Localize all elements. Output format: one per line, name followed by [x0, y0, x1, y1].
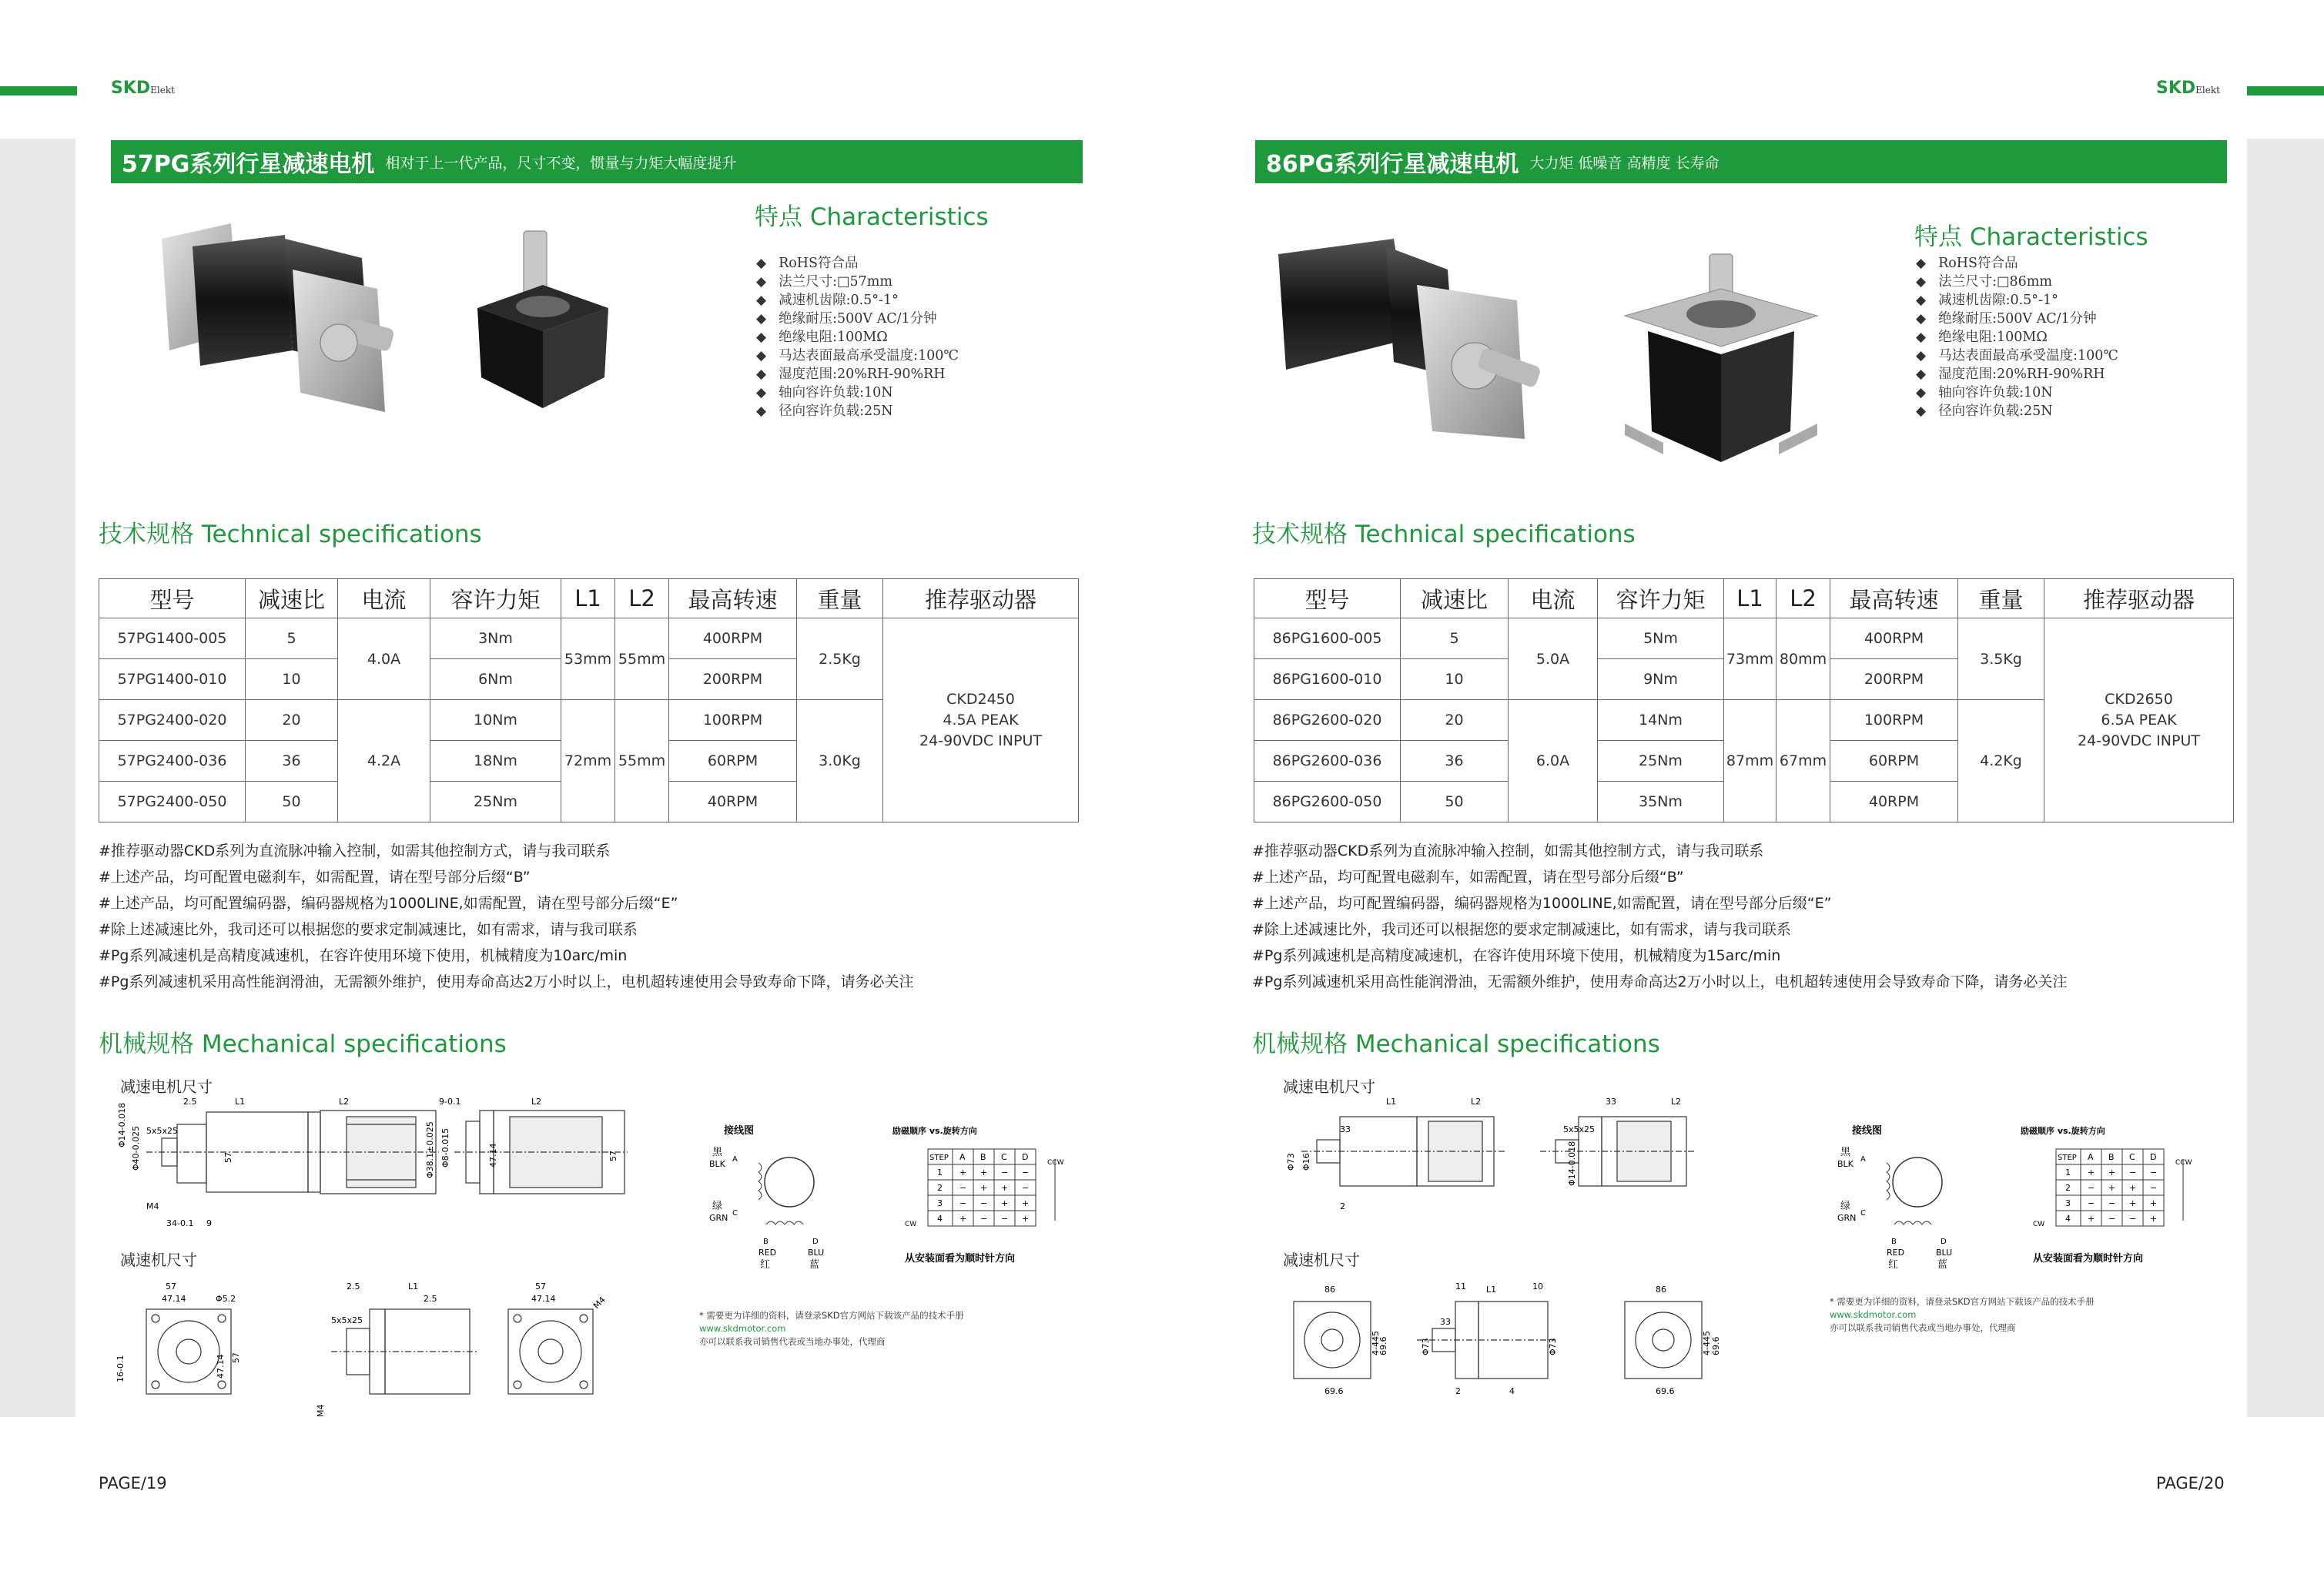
col-header: 容许力矩	[430, 579, 561, 618]
svg-text:+: +	[980, 1168, 988, 1178]
dim-label: M4	[146, 1201, 159, 1211]
svg-text:L1: L1	[1386, 1097, 1397, 1107]
col-header: L1	[1724, 579, 1776, 618]
svg-text:−: −	[2088, 1183, 2095, 1193]
svg-text:Φ73: Φ73	[1548, 1338, 1558, 1355]
characteristic-item: ◆ 减速机齿隙:0.5°-1°	[756, 291, 959, 310]
product-photo-86pg-reducer	[1617, 246, 1825, 470]
note-line: #Pg系列减速机是高精度减速机，在容许使用环境下使用，机械精度为10arc/min	[99, 947, 628, 964]
svg-text:L2: L2	[1471, 1097, 1482, 1107]
svg-text:蓝: 蓝	[809, 1259, 820, 1271]
dim-label: 47.14	[162, 1294, 186, 1304]
step-sequence-left	[889, 1117, 1067, 1271]
wiring-diagram-right	[1833, 1117, 2018, 1294]
svg-text:STEP: STEP	[2058, 1154, 2077, 1162]
dim-label: 9	[206, 1218, 212, 1228]
svg-text:−: −	[1022, 1183, 1030, 1193]
svg-text:4: 4	[1509, 1386, 1515, 1396]
svg-text:励磁顺序 vs.旋转方向: 励磁顺序 vs.旋转方向	[892, 1126, 977, 1136]
svg-text:GRN: GRN	[1837, 1213, 1857, 1223]
svg-text:A: A	[959, 1152, 966, 1162]
svg-text:D: D	[1941, 1238, 1947, 1246]
col-header: 型号	[99, 579, 246, 618]
dim-label: 57	[166, 1281, 176, 1292]
svg-text:CW: CW	[2033, 1221, 2045, 1228]
dim-label: 57	[231, 1352, 241, 1363]
svg-text:4-445: 4-445	[1371, 1331, 1381, 1355]
svg-text:86: 86	[1324, 1285, 1335, 1295]
dim-label: 47.14	[488, 1143, 498, 1168]
svg-text:86: 86	[1656, 1285, 1666, 1295]
right-series-banner	[1255, 140, 2227, 183]
dim-label: Φ5.2	[216, 1294, 236, 1304]
col-header: 推荐驱动器	[2044, 579, 2234, 618]
dim-label: 16-0.1	[116, 1355, 126, 1382]
dim-label: Φ40-0.025	[131, 1125, 141, 1171]
svg-text:C: C	[1860, 1209, 1866, 1218]
svg-text:C: C	[732, 1209, 738, 1218]
svg-text:红: 红	[760, 1259, 771, 1271]
spec-notes	[99, 838, 914, 995]
table-row: 86PG1600-010 10 9Nm 200RPM	[1254, 659, 2234, 700]
svg-text:A: A	[732, 1155, 738, 1164]
svg-text:2: 2	[1340, 1201, 1345, 1211]
svg-text:−: −	[2108, 1214, 2116, 1224]
svg-text:3: 3	[937, 1198, 943, 1208]
tech-spec-heading: 技术规格 Technical specifications	[99, 521, 482, 548]
svg-text:+: +	[2150, 1214, 2158, 1224]
note-line: #Pg系列减速机采用高性能润滑油，无需额外维护，使用寿命高达2万小时以上，电机超转速使用会导致寿命下降，请务必关注	[99, 973, 914, 990]
dim-label: M4	[316, 1404, 326, 1417]
col-header: 最高转速	[1830, 579, 1958, 618]
svg-text:Φ16: Φ16	[1301, 1153, 1311, 1171]
svg-text:+: +	[2129, 1198, 2137, 1208]
svg-text:BLU: BLU	[1936, 1248, 1953, 1258]
brand-logo-left: SKDElekt	[111, 79, 175, 98]
svg-text:−: −	[2150, 1168, 2158, 1178]
dim-label: 34-0.1	[166, 1218, 194, 1228]
svg-text:Φ73: Φ73	[1421, 1338, 1431, 1355]
dim-label: 57	[535, 1281, 546, 1292]
website-link[interactable]: www.skdmotor.com	[699, 1323, 786, 1334]
table-row: 86PG2600-020 20 6.0A 14Nm 87mm 67mm 100RPM 4.2Kg	[1254, 700, 2234, 741]
mech-spec-heading: 机械规格 Mechanical specifications	[1252, 1030, 1660, 1058]
characteristics-heading: 特点 Characteristics	[755, 203, 989, 231]
svg-text:+: +	[2150, 1198, 2158, 1208]
dim-label: 57	[223, 1152, 233, 1163]
svg-text:RED: RED	[1887, 1248, 1905, 1258]
col-header: 电流	[338, 579, 430, 618]
svg-text:C: C	[2129, 1152, 2135, 1162]
svg-text:2: 2	[1455, 1386, 1461, 1396]
svg-text:+: +	[2108, 1183, 2116, 1193]
svg-text:接线图: 接线图	[1852, 1125, 1883, 1137]
svg-text:Φ14-0.018: Φ14-0.018	[1567, 1141, 1577, 1186]
dim-label: Φ8-0.015	[440, 1127, 450, 1168]
characteristics-list	[1916, 254, 2118, 420]
product-photo-86pg-motor	[1271, 223, 1548, 454]
note-line: #上述产品，均可配置编码器，编码器规格为1000LINE,如需配置，请在型号部分后缀“E”	[1252, 895, 1832, 912]
svg-text:Φ73: Φ73	[1286, 1153, 1296, 1171]
dim-label: 5x5x25	[146, 1126, 179, 1136]
col-header: 型号	[1254, 579, 1401, 618]
dim-label: Φ38.1±0.025	[425, 1121, 435, 1178]
col-header: L1	[561, 579, 615, 618]
spec-table-86pg	[1254, 578, 2234, 822]
svg-text:C: C	[1001, 1152, 1007, 1162]
top-rule-left	[0, 86, 77, 95]
svg-text:−: −	[2129, 1168, 2137, 1178]
svg-text:从安装面看为顺时针方向: 从安装面看为顺时针方向	[905, 1253, 1016, 1265]
col-header: 重量	[1958, 579, 2044, 618]
left-page-gutter	[0, 139, 75, 1417]
svg-text:D: D	[1022, 1152, 1029, 1162]
characteristic-item: ◆ 马达表面最高承受温度:100℃	[756, 347, 959, 365]
characteristic-item: ◆ 马达表面最高承受温度:100℃	[1916, 347, 2118, 365]
note-line: #上述产品，均可配置电磁刹车，如需配置，请在型号部分后缀“B”	[99, 869, 531, 886]
svg-text:2: 2	[937, 1183, 943, 1193]
dim-label: Φ14-0.018	[117, 1102, 127, 1147]
dim-label: 57	[608, 1151, 618, 1161]
drawing-57pg-reducer	[116, 1278, 670, 1425]
dim-label: L1	[235, 1097, 246, 1107]
svg-text:1: 1	[937, 1168, 943, 1178]
drawing-86pg-reducer	[1278, 1278, 1756, 1402]
table-row: 57PG2400-036 36 18Nm 60RPM	[99, 741, 1079, 782]
svg-text:CW: CW	[905, 1221, 917, 1228]
drawing-57pg-gearmotor	[116, 1094, 639, 1248]
svg-text:−: −	[1022, 1168, 1030, 1178]
col-header: 重量	[797, 579, 883, 618]
svg-text:−: −	[2088, 1198, 2095, 1208]
svg-text:33: 33	[1440, 1317, 1451, 1327]
svg-text:33: 33	[1606, 1097, 1616, 1107]
svg-text:1: 1	[2065, 1168, 2071, 1178]
svg-text:69.6: 69.6	[1711, 1336, 1721, 1355]
top-rule-right	[2247, 86, 2324, 95]
tech-spec-heading: 技术规格 Technical specifications	[1252, 521, 1636, 548]
characteristic-item: ◆ 轴向容许负载:10N	[756, 384, 959, 402]
svg-text:11: 11	[1455, 1281, 1466, 1292]
dim-label: L1	[408, 1281, 419, 1292]
characteristic-item: ◆ 绝缘电阻:100MΩ	[756, 328, 959, 347]
svg-text:BLK: BLK	[709, 1159, 725, 1169]
characteristics-list	[756, 254, 959, 420]
svg-text:33: 33	[1340, 1124, 1351, 1134]
svg-text:69.6: 69.6	[1656, 1386, 1675, 1396]
svg-text:L2: L2	[1671, 1097, 1682, 1107]
col-header: 推荐驱动器	[883, 579, 1079, 618]
characteristic-item: ◆ RoHS符合品	[756, 254, 959, 273]
svg-text:+: +	[2088, 1214, 2095, 1224]
svg-text:B: B	[763, 1238, 769, 1246]
note-line: #推荐驱动器CKD系列为直流脉冲输入控制，如需其他控制方式，请与我司联系	[99, 843, 611, 859]
note-line: #除上述减速比外，我司还可以根据您的要求定制减速比，如有需求，请与我司联系	[1252, 921, 1791, 938]
svg-text:69.6: 69.6	[1324, 1386, 1344, 1396]
dim-label: 47.14	[531, 1294, 556, 1304]
svg-text:−: −	[2129, 1214, 2137, 1224]
banner-title: 86PG系列行星减速电机	[1266, 151, 1519, 178]
svg-text:69.6: 69.6	[1378, 1336, 1388, 1355]
left-series-banner	[111, 140, 1083, 183]
col-header: 电流	[1509, 579, 1598, 618]
drawing-86pg-gearmotor	[1278, 1094, 1710, 1232]
col-header: 减速比	[246, 579, 338, 618]
svg-text:D: D	[2150, 1152, 2157, 1162]
svg-text:2: 2	[2065, 1183, 2071, 1193]
characteristic-item: ◆ 径向容许负载:25N	[1916, 402, 2118, 420]
svg-text:+: +	[2129, 1183, 2137, 1193]
mech-spec-heading: 机械规格 Mechanical specifications	[99, 1030, 507, 1058]
table-row: 57PG2400-050 50 25Nm 40RPM	[99, 782, 1079, 822]
col-header: L2	[1776, 579, 1830, 618]
small-note-right: * 需要更为详细的资料，请登录SKD官方网站下载该产品的技术手册 www.skdmotor.com 亦可以联系我司销售代表或当地办事处，代理商	[1830, 1296, 2095, 1333]
note-line: #Pg系列减速机是高精度减速机，在容许使用环境下使用，机械精度为15arc/min	[1252, 947, 1781, 964]
characteristic-item: ◆ 法兰尺寸:□57mm	[756, 273, 959, 291]
page-number-right: PAGE/20	[2156, 1474, 2225, 1493]
table-row: 86PG2600-050 50 35Nm 40RPM	[1254, 782, 2234, 822]
svg-text:A: A	[1860, 1155, 1866, 1164]
svg-text:BLU: BLU	[808, 1248, 825, 1258]
note-line: #上述产品，均可配置编码器，编码器规格为1000LINE,如需配置，请在型号部分后缀“E”	[99, 895, 678, 912]
spec-notes	[1252, 838, 2068, 995]
banner-title: 57PG系列行星减速电机	[122, 151, 375, 178]
svg-text:STEP: STEP	[929, 1154, 949, 1162]
product-photo-57pg-motor	[146, 216, 408, 424]
svg-text:黑: 黑	[1840, 1147, 1851, 1158]
characteristic-item: ◆ RoHS符合品	[1916, 254, 2118, 273]
svg-text:4: 4	[2065, 1214, 2071, 1224]
svg-text:−: −	[2108, 1198, 2116, 1208]
banner-subtitle: 相对于上一代产品，尺寸不变，惯量与力矩大幅度提升	[385, 154, 737, 172]
svg-text:+: +	[1001, 1198, 1009, 1208]
svg-text:−: −	[2150, 1183, 2158, 1193]
svg-text:5x5x25: 5x5x25	[1563, 1124, 1596, 1134]
wiring-diagram-left	[705, 1117, 889, 1294]
step-sequence-right	[2018, 1117, 2195, 1271]
characteristic-item: ◆ 绝缘耐压:500V AC/1分钟	[756, 310, 959, 328]
dim-label: L2	[339, 1097, 350, 1107]
svg-text:B: B	[980, 1152, 986, 1162]
drawing-label-reducer: 减速机尺寸	[1283, 1251, 1360, 1269]
svg-text:B: B	[2108, 1152, 2115, 1162]
svg-text:从安装面看为顺时针方向: 从安装面看为顺时针方向	[2033, 1253, 2144, 1265]
page-number-left: PAGE/19	[99, 1474, 167, 1493]
svg-text:A: A	[2088, 1152, 2094, 1162]
svg-text:绿: 绿	[712, 1201, 723, 1212]
svg-text:GRN: GRN	[709, 1213, 728, 1223]
svg-text:+: +	[2088, 1168, 2095, 1178]
right-page-gutter	[2247, 139, 2324, 1417]
brand-logo-right: SKDElekt	[2156, 79, 2220, 98]
svg-text:−: −	[959, 1183, 967, 1193]
svg-text:−: −	[959, 1198, 967, 1208]
svg-text:L1: L1	[1486, 1285, 1497, 1295]
note-line: #除上述减速比外，我司还可以根据您的要求定制减速比，如有需求，请与我司联系	[99, 921, 638, 938]
drawing-label-motor: 减速电机尺寸	[1283, 1077, 1375, 1096]
svg-text:红: 红	[1888, 1259, 1899, 1271]
dim-label: M4	[591, 1295, 608, 1312]
characteristics-heading: 特点 Characteristics	[1914, 223, 2148, 251]
svg-text:−: −	[980, 1214, 988, 1224]
svg-text:绿: 绿	[1840, 1201, 1851, 1212]
svg-text:黑: 黑	[712, 1147, 723, 1158]
characteristic-item: ◆ 法兰尺寸:□86mm	[1916, 273, 2118, 291]
svg-text:CCW: CCW	[1047, 1159, 1064, 1167]
note-line: #Pg系列减速机采用高性能润滑油，无需额外维护，使用寿命高达2万小时以上，电机超转速使用会导致寿命下降，请务必关注	[1252, 973, 2068, 990]
dim-label: L2	[531, 1097, 542, 1107]
svg-text:D: D	[812, 1238, 819, 1246]
table-row: 86PG1600-005 5 5.0A 5Nm 73mm 80mm 400RPM 3.5Kg CKD2650 6.5A PEAK 24-90VDC INPUT	[1254, 618, 2234, 659]
table-row: 57PG2400-020 20 4.2A 10Nm 72mm 55mm 100RPM 3.0Kg	[99, 700, 1079, 741]
characteristic-item: ◆ 径向容许负载:25N	[756, 402, 959, 420]
note-line: #上述产品，均可配置电磁刹车，如需配置，请在型号部分后缀“B”	[1252, 869, 1684, 886]
svg-text:CCW: CCW	[2175, 1159, 2192, 1167]
recommended-driver: CKD2450 4.5A PEAK 24-90VDC INPUT	[883, 618, 1079, 822]
svg-text:接线图: 接线图	[724, 1125, 755, 1137]
svg-text:−: −	[1001, 1168, 1009, 1178]
svg-text:+: +	[1022, 1198, 1030, 1208]
dim-label: 2.5	[424, 1294, 437, 1304]
svg-text:RED: RED	[758, 1248, 777, 1258]
drawing-label-motor: 减速电机尺寸	[120, 1077, 213, 1096]
dim-label: 5x5x25	[331, 1315, 363, 1325]
col-header: 容许力矩	[1598, 579, 1724, 618]
note-line: #推荐驱动器CKD系列为直流脉冲输入控制，如需其他控制方式，请与我司联系	[1252, 843, 1764, 859]
table-row: 57PG1400-010 10 6Nm 200RPM	[99, 659, 1079, 700]
dim-label: 9-0.1	[439, 1097, 461, 1107]
banner-subtitle: 大力矩 低噪音 高精度 长寿命	[1529, 154, 1720, 172]
svg-text:−: −	[980, 1198, 988, 1208]
svg-text:+: +	[980, 1183, 988, 1193]
svg-text:4-445: 4-445	[1702, 1331, 1712, 1355]
spec-table-57pg	[99, 578, 1079, 822]
svg-text:+: +	[2108, 1168, 2116, 1178]
characteristic-item: ◆ 轴向容许负载:10N	[1916, 384, 2118, 402]
svg-text:B: B	[1891, 1238, 1897, 1246]
characteristic-item: ◆ 减速机齿隙:0.5°-1°	[1916, 291, 2118, 310]
product-photo-57pg-reducer	[470, 223, 616, 416]
svg-text:+: +	[1022, 1214, 1030, 1224]
svg-text:+: +	[959, 1214, 967, 1224]
svg-text:BLK: BLK	[1837, 1159, 1854, 1169]
col-header: 最高转速	[669, 579, 797, 618]
characteristic-item: ◆ 绝缘电阻:100MΩ	[1916, 328, 2118, 347]
col-header: L2	[615, 579, 669, 618]
recommended-driver: CKD2650 6.5A PEAK 24-90VDC INPUT	[2044, 618, 2234, 822]
website-link[interactable]: www.skdmotor.com	[1830, 1309, 1917, 1320]
svg-text:励磁顺序 vs.旋转方向: 励磁顺序 vs.旋转方向	[2021, 1126, 2105, 1136]
dim-label: 2.5	[347, 1281, 360, 1292]
small-note-left: * 需要更为详细的资料，请登录SKD官方网站下载该产品的技术手册 www.skdmotor.com 亦可以联系我司销售代表或当地办事处，代理商	[699, 1310, 964, 1347]
characteristic-item: ◆ 湿度范围:20%RH-90%RH	[756, 365, 959, 384]
col-header: 减速比	[1401, 579, 1509, 618]
characteristic-item: ◆ 湿度范围:20%RH-90%RH	[1916, 365, 2118, 384]
svg-text:蓝: 蓝	[1937, 1259, 1948, 1271]
table-row: 57PG1400-005 5 4.0A 3Nm 53mm 55mm 400RPM 2.5Kg CKD2450 4.5A PEAK 24-90VDC INPUT	[99, 618, 1079, 659]
characteristic-item: ◆ 绝缘耐压:500V AC/1分钟	[1916, 310, 2118, 328]
svg-text:4: 4	[937, 1214, 943, 1224]
svg-text:−: −	[1001, 1214, 1009, 1224]
svg-text:+: +	[959, 1168, 967, 1178]
svg-text:10: 10	[1532, 1281, 1543, 1292]
dim-label: 47.14	[216, 1354, 226, 1379]
svg-text:+: +	[1001, 1183, 1009, 1193]
dim-label: 2.5	[183, 1097, 197, 1107]
svg-text:3: 3	[2065, 1198, 2071, 1208]
drawing-label-reducer: 减速机尺寸	[120, 1251, 197, 1269]
table-row: 86PG2600-036 36 25Nm 60RPM	[1254, 741, 2234, 782]
